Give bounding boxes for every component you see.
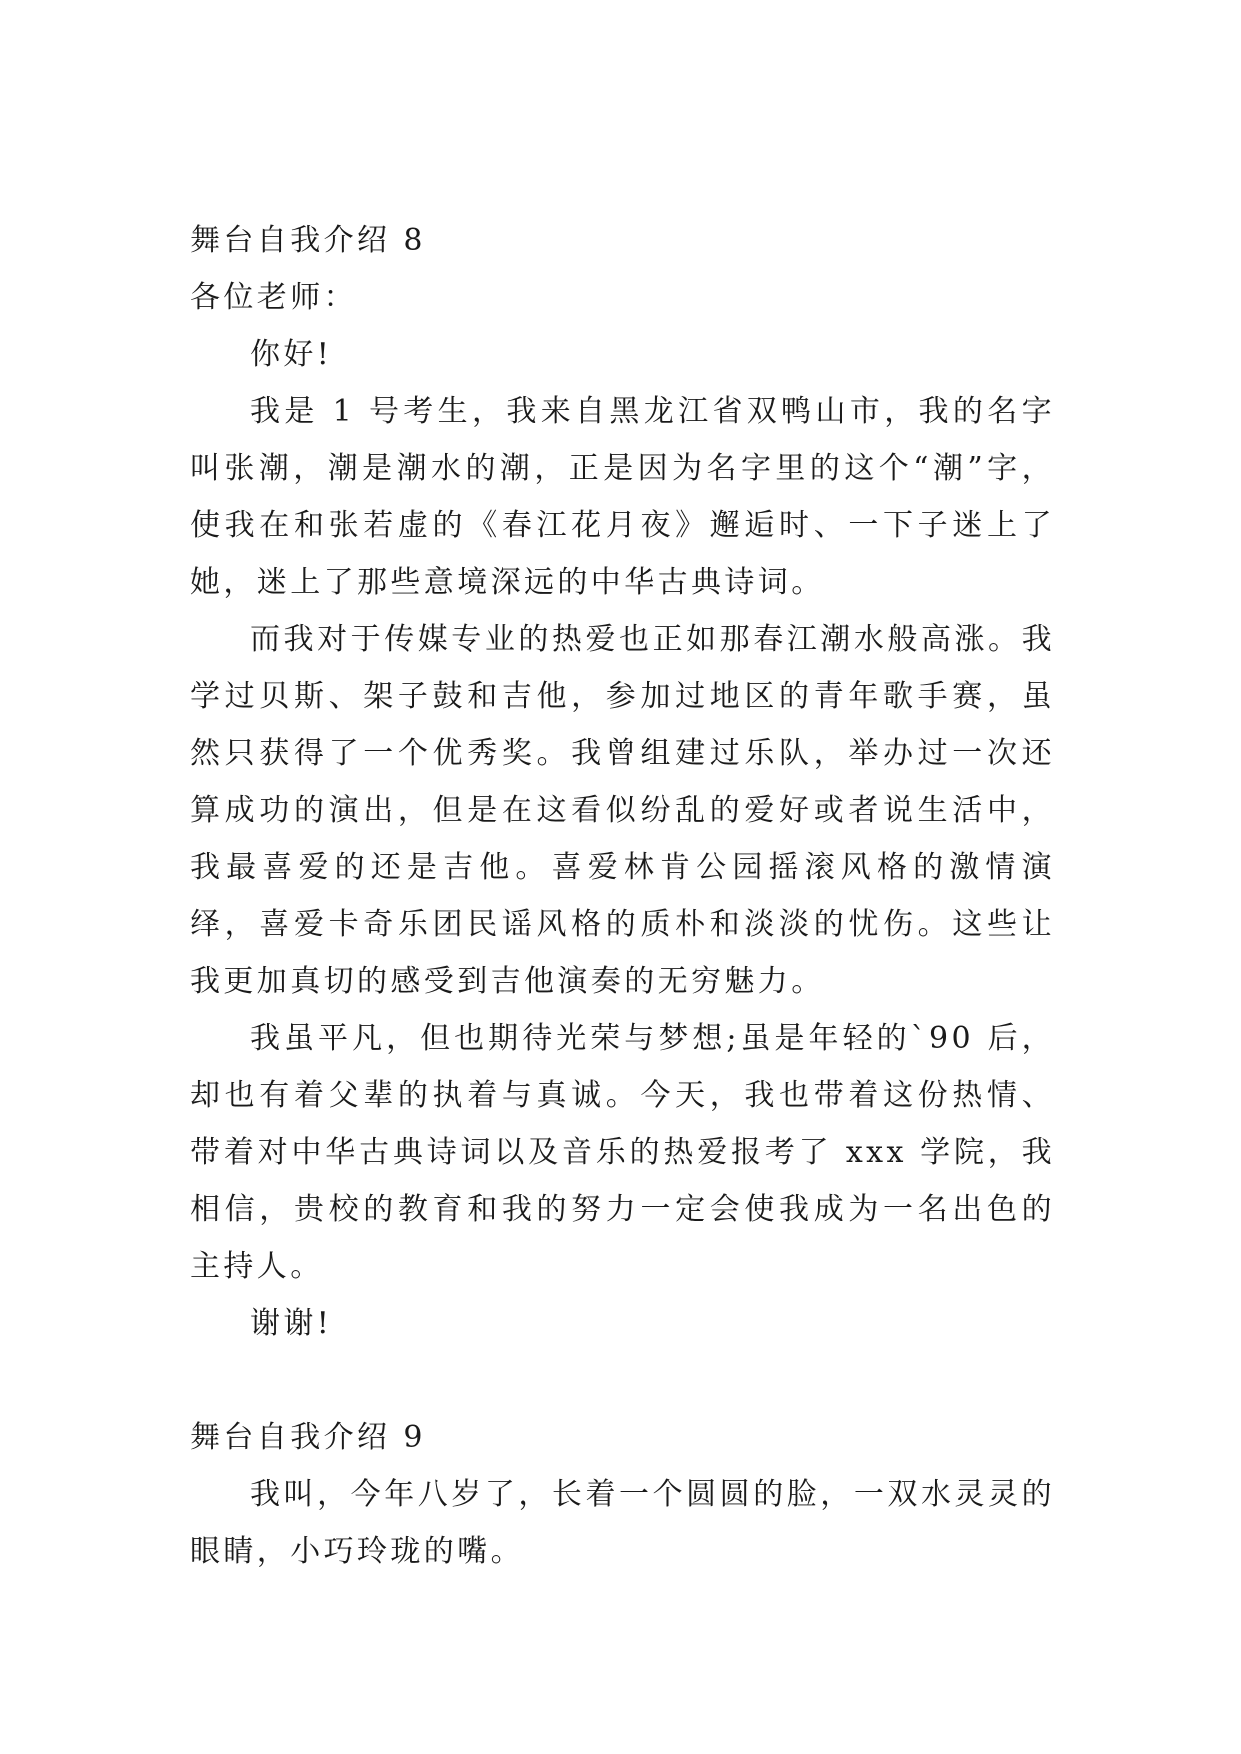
document-body — [190, 212, 1055, 1580]
section-9-paragraph-intro: 我叫，今年八岁了，长着一个圆圆的脸，一双水灵灵的眼睛，小巧玲珑的嘴。 — [190, 1477, 1055, 1569]
section-9-title: 舞台自我介绍 9 — [190, 1420, 426, 1455]
section-8-salutation: 各位老师： — [190, 280, 357, 315]
section-8-paragraph-hobbies: 而我对于传媒专业的热爱也正如那春江潮水般高涨。我学过贝斯、架子鼓和吉他，参加过地区的青年歌手赛，虽然只获得了一个优秀奖。我曾组建过乐队，举办过一次还算成功的演出，但是在这看似纷乱的爱好或者说生活中，我最喜爱的还是吉他。喜爱林肯公园摇滚风格的激情演绎，喜爱卡奇乐团民谣风格的质朴和淡淡的忧伤。这些让我更加真切的感受到吉他演奏的无穷魅力。 — [190, 622, 1055, 999]
section-8-paragraph-greeting: 你好! — [250, 337, 333, 372]
section-spacer — [190, 1352, 1055, 1409]
section-8-title: 舞台自我介绍 8 — [190, 223, 426, 258]
section-8-paragraph-intro: 我是 1 号考生，我来自黑龙江省双鸭山市，我的名字叫张潮，潮是潮水的潮，正是因为名字里的这个“潮”字，使我在和张若虚的《春江花月夜》邂逅时、一下子迷上了她，迷上了那些意境深远的中华古典诗词。 — [190, 394, 1055, 600]
section-8-paragraph-aspiration: 我虽平凡，但也期待光荣与梦想;虽是年轻的`90 后，却也有着父辈的执着与真诚。今天，我也带着这份热情、带着对中华古典诗词以及音乐的热爱报考了 xxx 学院，我相信，贵校的教育和我的努力一定会使我成为一名出色的主持人。 — [190, 1021, 1055, 1284]
section-8-paragraph-thanks: 谢谢! — [250, 1306, 333, 1341]
